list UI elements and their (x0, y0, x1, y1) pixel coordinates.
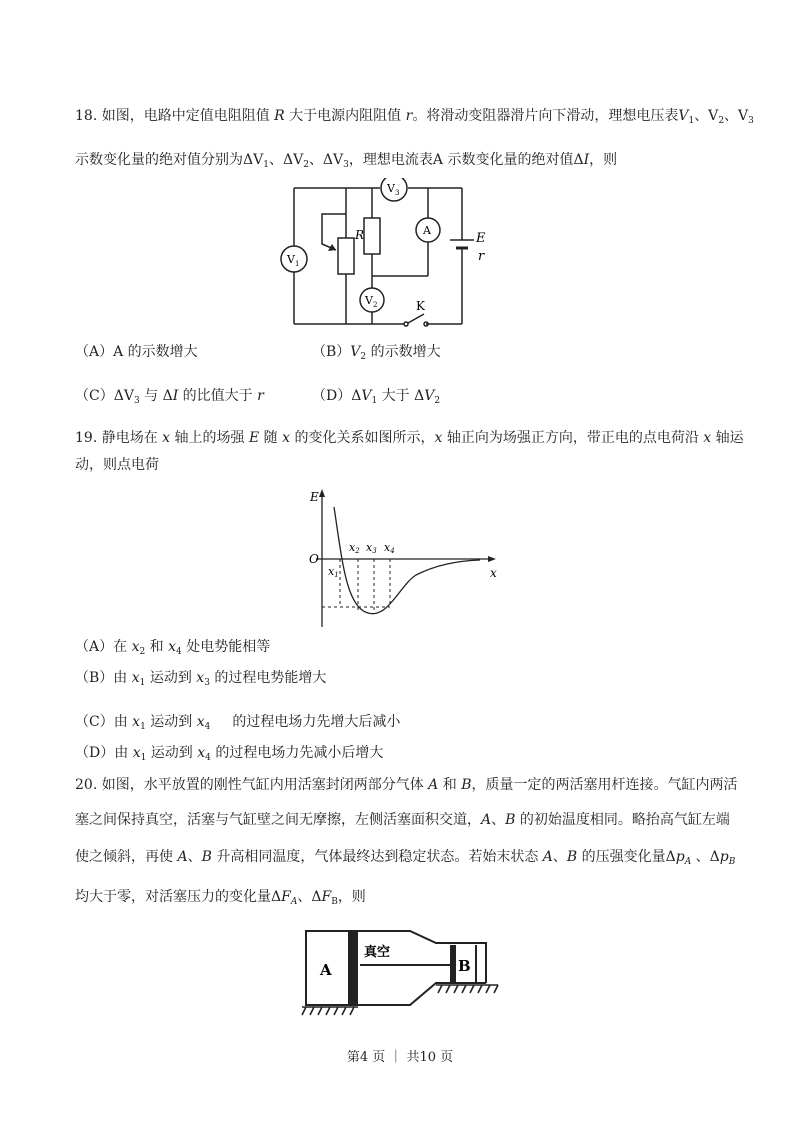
q19-option-d: （D）由 $x_1$ 运动到 $x_4$ 的过程电场力先减小后增大 (75, 745, 384, 763)
piston-right (450, 945, 456, 983)
q19-option-c: （C）由 $x_1$ 运动到 $x_4$ 的过程电场力先增大后减小 (75, 714, 401, 732)
q20-stem-line2: 塞之间保持真空，活塞与气缸壁之间无摩擦，左侧活塞面积交道，A、B 的初始温度相同。略抬高气缸左端 (75, 812, 730, 828)
v1-label: $V_1$ (287, 253, 300, 268)
q19-stem-line2: 动，则点电荷 (75, 457, 159, 473)
q18-option-d: $(D)\Delta V_1$ 大于 $\Delta V_2$ (312, 388, 441, 406)
q18-option-a: （A）A 的示数增大 (75, 344, 198, 360)
x4-label: x4 (384, 541, 395, 555)
q20-stem-line1: 20. 如图，水平放置的刚性气缸内用活塞封闭两部分气体 A 和 B，质量一定的两活塞用杆连接。气缸内两活 (75, 777, 738, 793)
q19-option-a: （A）在 $x_2$ 和 $x_4$ 处电势能相等 (75, 639, 271, 657)
q19-stem-line1: 19. 静电场在 x 轴上的场强 E 随 x 的变化关系如图所示，x 轴正向为场强正方向，带正电的点电荷沿 x 轴运 (75, 430, 744, 446)
q18-circuit-diagram (268, 178, 500, 330)
emf-label: E (476, 231, 486, 246)
internal-r-label: r (478, 249, 485, 264)
q19-field-graph (296, 485, 506, 630)
q20-stem-line4: 均大于零，对活塞压力的变化量$\Delta F_A$、$\Delta F_B$，则 (75, 889, 366, 907)
q20-cylinder-diagram (300, 925, 504, 1019)
q18-option-b: $(B)V_2$ 的示数增大 (312, 344, 441, 362)
resistor-label: R (355, 228, 365, 242)
gas-b-label: B (458, 957, 471, 975)
x1-label: x1 (328, 565, 339, 579)
gas-a-label: A (320, 961, 332, 979)
q18-option-c: $(C)\Delta V_3$ 与 ΔI 的比值大于 r (75, 388, 264, 406)
x3-label: x3 (366, 541, 377, 555)
field-curve (334, 507, 480, 614)
q20-stem-line3: 使之倾斜，再使 A、B 升高相同温度，气体最终达到稳定状态。若始末状态 A、B 的压强变化量$\Delta p_A$ 、$\Delta p_B$ (75, 849, 736, 867)
switch-label: K (416, 299, 425, 313)
x2-label: x2 (349, 541, 360, 555)
page-footer: 第4 页 ｜ 共10 页 (346, 1050, 454, 1065)
piston-left (348, 931, 358, 1005)
ammeter-label: A (423, 224, 431, 237)
v2-label: $V_2$ (365, 294, 378, 309)
v3-label: $V_3$ (387, 182, 400, 197)
vacuum-label: 真空 (364, 945, 391, 960)
x-axis-label: x (490, 566, 497, 580)
q18-stem-line2: 示数变化量的绝对值分别为$\Delta V_1$、$\Delta V_2$、$\Delta V_3$，理想电流表A 示数变化量的绝对值ΔI，则 (75, 152, 618, 170)
e-axis-label: E (310, 490, 319, 504)
q19-option-b: （B）由 $x_1$ 运动到 $x_3$ 的过程电势能增大 (75, 670, 327, 688)
q18-stem-line1: 18. 如图，电路中定值电阻阻值 R 大于电源内阻阻值 r。将滑动变阻器滑片向下滑动，理想电压表$V_1$、$V_2$、$V_3$ (75, 108, 754, 126)
origin-label: O (309, 552, 319, 566)
